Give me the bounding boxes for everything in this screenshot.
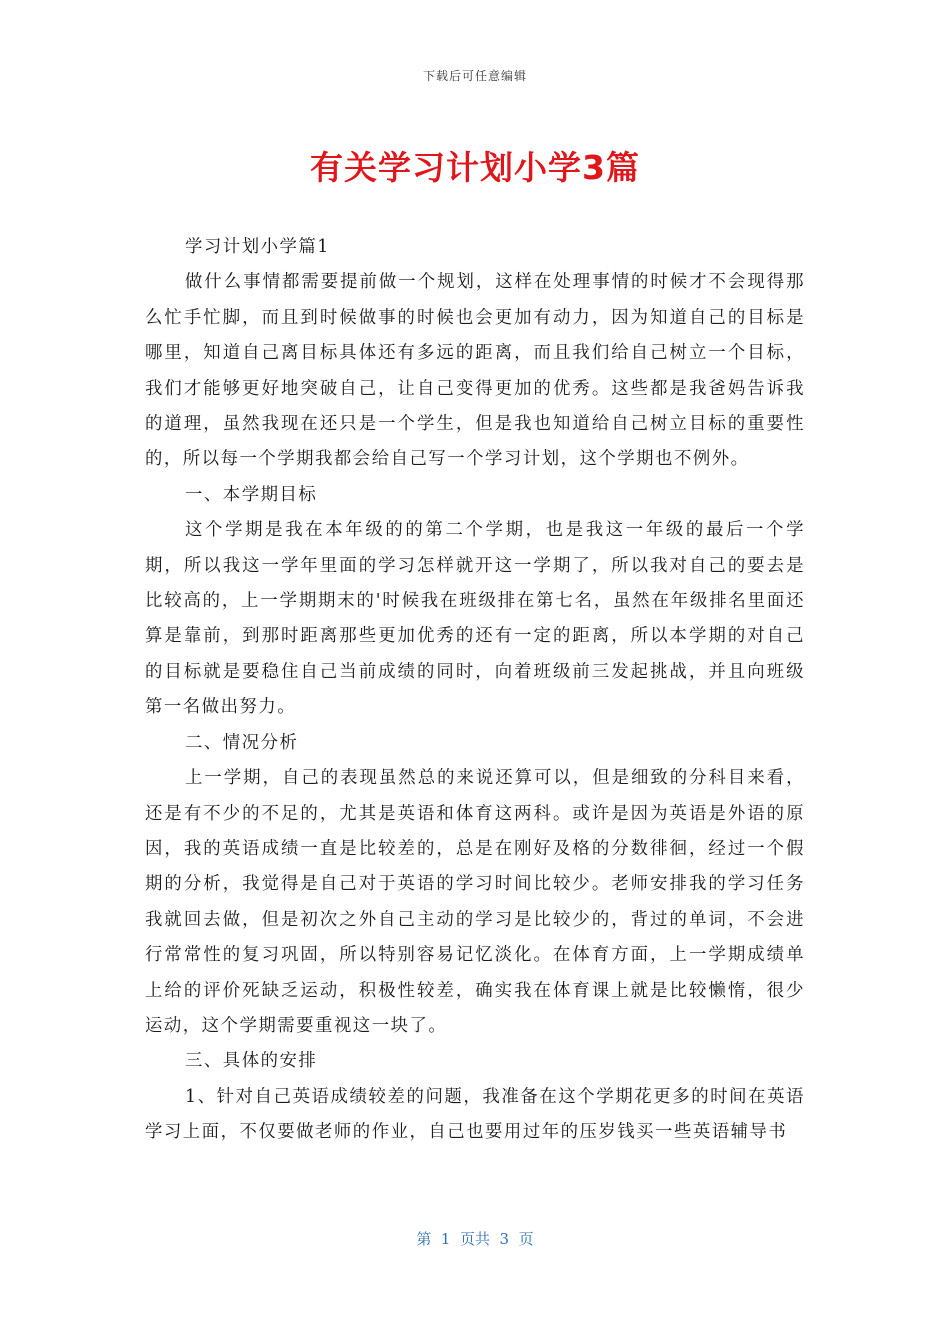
page-number-footer: 第 1 页共 3 页 xyxy=(416,1230,534,1248)
paragraph-situation-analysis: 上一学期，自己的表现虽然总的来说还算可以，但是细致的分科目来看，还是有不少的不足的，尤其是英语和体育这两科。或许是因为英语是外语的原因，我的英语成绩一直是比较差的，总是在刚好及格的分数徘徊，经过一个假期的分析，我觉得是自己对于英语的学习时间比较少。老师安排我的学习任务我就回去做，但是初次之外自己主动的学习是比较少的，背过的单词，不会进行常常性的复习巩固，所以特别容易记忆淡化。在体育方面，上一学期成绩单上给的评价死缺乏运动，积极性较差，确实我在体育课上就是比较懒惰，很少运动，这个学期需要重视这一块了。 xyxy=(145,768,805,1036)
section-heading-semester-goal: 一、本学期目标 xyxy=(185,484,318,505)
paragraph-arrangement-1: 1、针对自己英语成绩较差的问题，我准备在这个学期花更多的时间在英语学习上面，不仅要做老师的作业，自己也要用过年的压岁钱买一些英语辅导书 xyxy=(145,1086,805,1143)
paragraph-intro: 做什么事情都需要提前做一个规划，这样在处理事情的时候才不会现得那么忙手忙脚，而且到时候做事的时候也会更加有动力，因为知道自己的目标是哪里，知道自己离目标具体还有多远的距离，而且我们给自己树立一个目标，我们才能够更好地突破自己，让自己变得更加的优秀。这些都是我爸妈告诉我的道理，虽然我现在还只是一个学生，但是我也知道给自己树立目标的重要性的，所以每一个学期我都会给自己写一个学习计划，这个学期也不例外。 xyxy=(145,272,805,470)
section-heading-plan-1: 学习计划小学篇1 xyxy=(185,237,330,257)
document-body xyxy=(145,230,805,1151)
section-heading-situation-analysis: 二、情况分析 xyxy=(185,732,299,753)
header-note: 下载后可任意编辑 xyxy=(422,69,527,83)
document-title: 有关学习计划小学3篇 xyxy=(310,148,640,187)
section-heading-specific-arrangements: 三、具体的安排 xyxy=(185,1051,318,1072)
paragraph-semester-goal: 这个学期是我在本年级的的第二个学期，也是我这一年级的最后一个学期，所以我这一学年里面的学习怎样就开这一学期了，所以我对自己的要去是比较高的，上一学期期末的'时候我在班级排在第七名，虽然在年级排名里面还算是靠前，到那时距离那些更加优秀的还有一定的距离，所以本学期的对自己的目标就是要稳住自己当前成绩的同时，向着班级前三发起挑战，并且向班级第一名做出努力。 xyxy=(145,520,805,718)
